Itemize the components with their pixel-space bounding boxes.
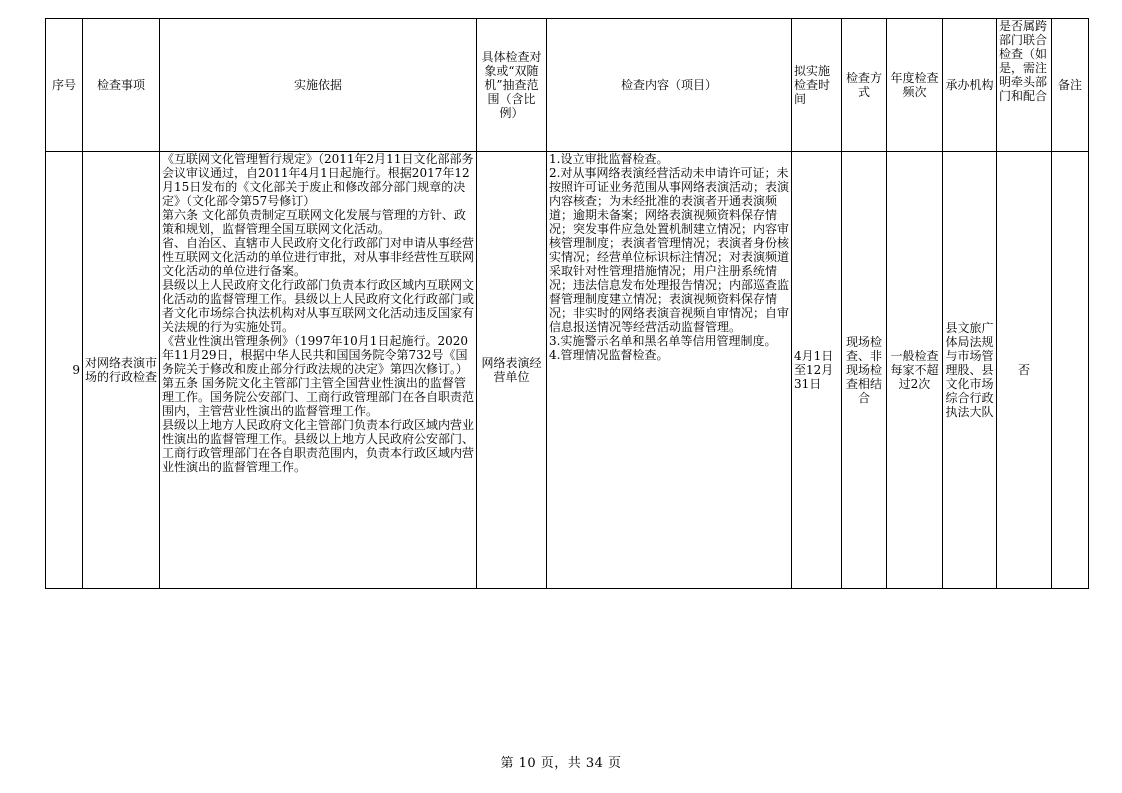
basis-paragraph: 省、自治区、直辖市人民政府文化行政部门对申请从事经营性互联网文化活动的单位进行审批，对从事非经营性互联网文化活动的单位进行备案。: [162, 236, 475, 278]
cell-content: [547, 152, 792, 589]
basis-paragraph: 《互联网文化管理暂行规定》（2011年2月11日文化部部务会议审议通过，自2011年4月1日起施行。根据2017年12月15日发布的《文化部关于废止和修改部分部门规章的决定》（文化部令第57号修订）: [162, 152, 474, 208]
basis-paragraph: 《营业性演出管理条例》（1997年10月1日起施行。2020年11月29日，根据中华人民共和国国务院令第732号《国务院关于修改和废止部分行政法规的决定》第四次修订。）: [162, 334, 469, 376]
cell-frequency: 一般检查每家不超过2次: [887, 152, 943, 589]
header-basis: 实施依据: [160, 19, 477, 152]
header-no: 序号: [46, 19, 83, 152]
inspection-table: [45, 18, 1089, 589]
header-content: 检查内容（项目）: [547, 19, 792, 152]
basis-paragraph: 县级以上人民政府文化行政部门负责本行政区域内互联网文化活动的监督管理工作。县级以上人民政府文化行政部门或者文化市场综合执法机构对从事互联网文化活动违反国家有关法规的行为实施处罚。: [162, 278, 475, 334]
cell-method: 现场检查、非现场检查相结合: [842, 152, 887, 589]
content-item: 4.管理情况监督检查。: [549, 348, 669, 362]
header-joint: 是否属跨部门联合检查（如是，需注明牵头部门和配合: [997, 19, 1052, 152]
header-item: 检查事项: [83, 19, 160, 152]
cell-time: 4月1日至12月31日: [792, 152, 842, 589]
header-time: 拟实施检查时间: [792, 19, 842, 152]
table-row: [46, 152, 1089, 589]
cell-item: 对网络表演市场的行政检查: [83, 152, 160, 589]
page-footer: 第 10 页，共 34 页: [500, 756, 622, 771]
cell-joint: 否: [997, 152, 1052, 589]
cell-remark: [1052, 152, 1089, 589]
content-item: 3.实施警示名单和黑名单等信用管理制度。: [549, 334, 777, 348]
basis-paragraph: 第六条 文化部负责制定互联网文化发展与管理的方针、政策和规划，监督管理全国互联网文化活动。: [162, 208, 466, 236]
cell-scope: 网络表演经营单位: [477, 152, 547, 589]
cell-basis: [160, 152, 477, 589]
header-remark: 备注: [1052, 19, 1089, 152]
content-item: 2.对从事网络表演经营活动未申请许可证；未按照许可证业务范围从事网络表演活动；表演内容核查；为未经批准的表演者开通表演频道；逾期未备案；网络表演视频资料保存情况；突发事件应急处置机制建立情况；内容审核管理制度；表演者管理情况；表演者身份核实情况；经营单位标识标注情况；对表演频道采取针对性管理措施情况；用户注册系统情况；违法信息发布处理报告情况；内部巡查监督管理制度建立情况；表演视频资料保存情况；非实时的网络表演音视频自审情况；自审信息报送情况等经营活动监督管理。: [549, 166, 790, 334]
header-method: 检查方式: [842, 19, 887, 152]
header-scope: 具体检查对象或“双随机”抽查范围（含比例）: [477, 19, 547, 152]
basis-paragraph: 第五条 国务院文化主管部门主管全国营业性演出的监督管理工作。国务院公安部门、工商行政管理部门在各自职责范围内，主管营业性演出的监督管理工作。: [162, 376, 475, 418]
cell-no: 9: [46, 152, 83, 589]
content-item: 1.设立审批监督检查。: [549, 152, 669, 166]
header-frequency: 年度检查频次: [887, 19, 943, 152]
cell-agency: 县文旅广体局法规与市场管理股、县文化市场综合行政执法大队: [943, 152, 997, 589]
header-agency: 承办机构: [943, 19, 997, 152]
header-row: [46, 19, 1089, 152]
basis-paragraph: 县级以上地方人民政府文化主管部门负责本行政区域内营业性演出的监督管理工作。县级以上地方人民政府公安部门、工商行政管理部门在各自职责范围内，负责本行政区域内营业性演出的监督管理工作。: [162, 418, 475, 474]
